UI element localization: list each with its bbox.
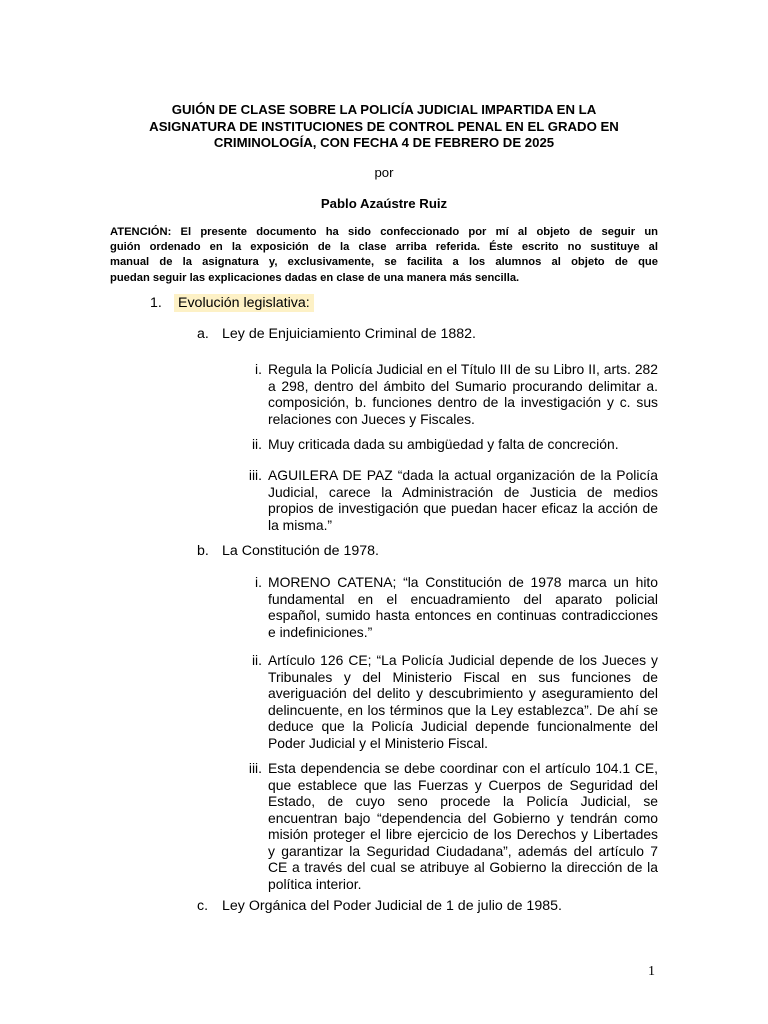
list-marker: i. [255,574,262,590]
text-line: averiguación del delito y descubrimiento y aseguramiento del [268,685,658,701]
text-line: Judicial, carece la Administración de Justicia de medios [268,483,658,500]
text-line: MORENO CATENA; “la Constitución de 1978 marca un hito [268,574,658,590]
text-line: Esta dependencia se debe coordinar con el artículo 104.1 CE, [268,760,658,776]
document-title [110,102,658,152]
text-line: fundamental en el encuadramiento del aparato policial [268,590,658,607]
list-marker: ii. [251,652,262,668]
list-item-text [268,574,658,640]
subsection-title: Ley de Enjuiciamiento Criminal de 1882. [222,326,476,342]
text-line: la misma.” [268,516,333,533]
by-label: por [374,165,394,180]
list-item-text [268,361,658,427]
title-line: GUIÓN DE CLASE SOBRE LA POLICÍA JUDICIAL IMPARTIDA EN LA [171,102,597,117]
section-title: Evolución legislativa: [174,294,314,312]
text-line: a 298, dentro del ámbito del Sumario procurando delimitar a. [268,377,658,394]
list-item-text [268,436,658,453]
text-line: deduce que la Policía Judicial depende funcionalmente del [268,718,658,734]
section-heading [150,293,314,313]
subsection-b [197,543,379,560]
subsection-title: La Constitución de 1978. [222,543,379,559]
text-line: que establece que las Fuerzas y Cuerpos de Seguridad del [268,776,658,793]
list-item-text [268,652,658,751]
text-line: propios de investigación que puedan hacer eficaz la acción de [268,500,658,516]
text-line: misión proteger el libre ejercicio de los Derechos y Libertades [268,826,658,842]
text-line: Artículo 126 CE; “La Policía Judicial depende de los Jueces y [268,652,658,668]
text-line: encuentran bajo “dependencia del Gobierno y tendrán como [268,809,658,826]
text-line: Muy criticada dada su ambigüedad y falta de concreción. [268,436,619,452]
text-line: delincuente, en los términos que la Ley establezca”. De ahí se [268,701,658,718]
title-line: CRIMINOLOGÍA, CON FECHA 4 DE FEBRERO DE 2025 [213,135,555,150]
text-line: e indefiniciones.” [268,623,373,640]
notice-line: manual de la asignatura y, exclusivamente, se facilita a los alumnos al objeto de que [110,256,658,269]
page-number: 1 [648,964,655,979]
subsection-title: Ley Orgánica del Poder Judicial de 1 de julio de 1985. [222,898,562,914]
list-marker: c. [197,898,209,914]
text-line: Estado, de cuyo seno procede la Policía Judicial, se [268,793,658,809]
list-item-text [268,467,658,533]
title-line: ASIGNATURA DE INSTITUCIONES DE CONTROL PENAL EN EL GRADO EN [149,118,619,134]
text-line: y garantizar la Seguridad Ciudadana”, además del artículo 7 [268,842,658,859]
text-line: Poder Judicial y el Ministerio Fiscal. [268,734,489,751]
subsection-c [197,898,562,915]
text-line: español, sumido hasta entonces en continuas contradicciones [268,607,658,623]
text-line: CE a través del cual se atribuye al Gobierno la dirección de la [268,859,658,875]
section-number: 1. [150,295,162,311]
text-line: Regula la Policía Judicial en el Título III de su Libro II, arts. 282 [268,361,658,377]
list-marker: a. [197,326,209,342]
text-line: relaciones con Jueces y Fiscales. [268,410,475,427]
list-marker: b. [197,543,209,559]
text-line: Tribunales y del Ministerio Fiscal en sus funciones de [268,668,658,685]
list-marker: iii. [248,760,262,776]
list-marker: iii. [248,467,262,483]
list-marker: i. [255,361,262,377]
notice-paragraph [110,225,658,286]
notice-line: guión ordenado en la exposición de la clase arriba referida. Éste escrito no sustituye al [110,241,658,254]
text-line: composición, b. funciones dentro de la investigación y c. sus [268,394,658,410]
text-line: AGUILERA DE PAZ “dada la actual organización de la Policía [268,467,658,483]
author-name: Pablo Azaústre Ruiz [320,196,448,211]
notice-line: puedan seguir las explicaciones dadas en clase de una manera más sencilla. [110,271,520,284]
subsection-a [197,326,476,343]
notice-line: ATENCIÓN: El presente documento ha sido confeccionado por mí al objeto de seguir un [110,226,658,238]
list-marker: ii. [251,436,262,452]
text-line: política interior. [268,875,362,892]
list-item-text [268,760,658,892]
